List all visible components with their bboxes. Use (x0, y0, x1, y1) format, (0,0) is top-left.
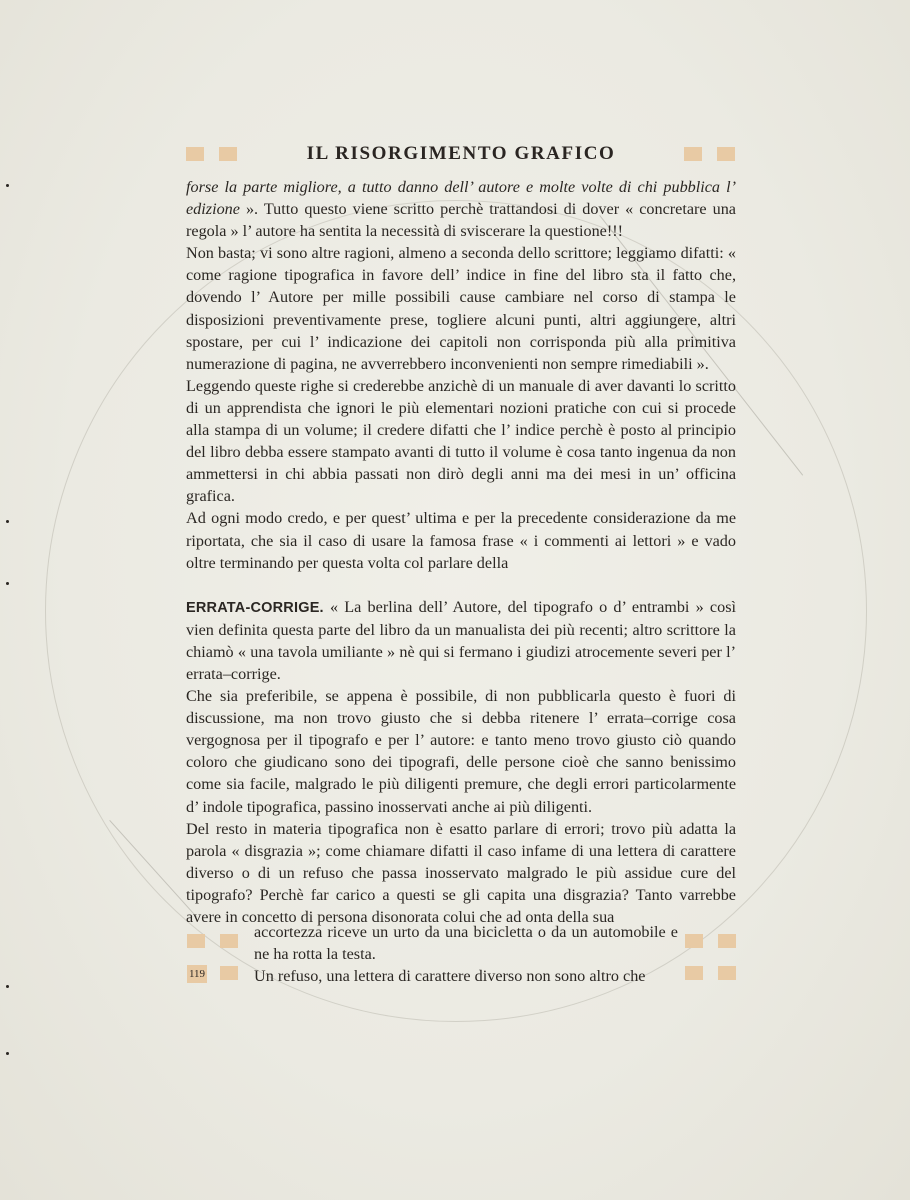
watermark-diagonal-line (109, 820, 197, 917)
paragraph-text: « La berlina dell’ Autore, del tipografo o d’ entrambi » così vien definita questa parte del libro da un manualista dei più recenti; altro scrittore la chiamò « una tavola umiliante » nè qui si fermano i giudizi atrocemente severi per l’ errata–corrige. (186, 597, 736, 683)
paragraph (186, 176, 736, 242)
edge-mark (6, 184, 9, 187)
header-ornament (717, 147, 735, 161)
paragraph: accortezza riceve un urto da una bicicletta o da un automobile e ne ha rotta la testa. (254, 923, 678, 964)
page-header (186, 142, 736, 166)
paragraph (186, 596, 736, 685)
footer-ornament (718, 966, 736, 980)
body-text (186, 176, 736, 928)
footer-ornament (187, 934, 205, 948)
paragraph: Ad ogni modo credo, e per quest’ ultima e per la precedente considerazione da me riportata, che sia il caso di usare la famosa frase « i commenti ai lettori » e vado oltre terminando per questa volta col parlare della (186, 509, 736, 572)
paragraph: Un refuso, una lettera di carattere diverso non sono altro che (254, 967, 646, 986)
paragraph: Leggendo queste righe si crederebbe anzichè di un manuale di aver davanti lo scritto di un apprendista che ignori le più elementari nozioni pratiche con cui si procede alla stampa di un volume; il credere difatti che l’ indice perchè è posto al principio del libro debba essere stampato avanti di tutto il volume è cosa tanto ingenua da non ammettersi in chi abbia passati non dirò degli anni ma dei mesi in un’ officina grafica. (186, 376, 736, 506)
footer-ornament (685, 966, 703, 980)
edge-mark (6, 1052, 9, 1055)
footer-ornament (220, 934, 238, 948)
header-ornament (684, 147, 702, 161)
running-title: IL RISORGIMENTO GRAFICO (306, 143, 616, 164)
paragraph: Che sia preferibile, se appena è possibile, di non pubblicarla questo è fuori di discussione, ma non trovo giusto che si debba ritenere l’ errata–corrige cosa vergognosa per il tipografo e per l’ autore: e tanto meno trovo giusto ciò quando coloro che giudicano sono dei tipografi, delle persone cioè che sanno benissimo come sia facile, malgrado le più diligenti premure, che degli errori particolarmente d’ indole tipografica, passino inosservati anche ai più diligenti. (186, 687, 736, 816)
footer-ornament (718, 934, 736, 948)
paragraph: Del resto in materia tipografica non è esatto parlare di errori; trovo più adatta la parola « disgrazia »; come chiamare difatti il caso infame di una lettera di carattere diverso o di un refuso che passa inosservato malgrado le più assidue cure del tipografo? Perchè far carico a questi se gli capita una disgrazia? Tanto varrebbe avere in concetto di persona disonorata colui che ad onta della sua (186, 819, 736, 926)
paragraph-text: ». Tutto questo viene scritto perchè trattandosi di dover « concretare una regola » l’ autore ha sentita la necessità di sviscerare la questione!!! (186, 200, 736, 241)
edge-mark (6, 985, 9, 988)
edge-mark (6, 582, 9, 585)
edge-mark (6, 520, 9, 523)
section-heading: ERRATA-CORRIGE. (186, 599, 324, 616)
bottom-text-block (254, 921, 678, 987)
page-number: 119 (187, 965, 207, 983)
footer-ornament (685, 934, 703, 948)
italic-quote: forse la parte migliore, a tutto danno dell’ autore e molte volte di chi pubblica l’ edizione (186, 178, 736, 219)
paragraph: Non basta; vi sono altre ragioni, almeno a seconda dello scrittore; leggiamo difatti: « come ragione tipografica in favore dell’ indice in fine del libro sta il fatto che, dovendo l’ Autore per mille possibili cause cambiare nel corso di stampa le disposizioni preventivamente prese, togliere alcuni punti, altri aggiungere, altri spostare, per cui l’ indicazione dei capitoli non corrisponda più alla primitiva numerazione di pagina, ne avverrebbero inconvenienti non sempre rimediabili ». (186, 244, 736, 373)
footer-ornament (220, 966, 238, 980)
